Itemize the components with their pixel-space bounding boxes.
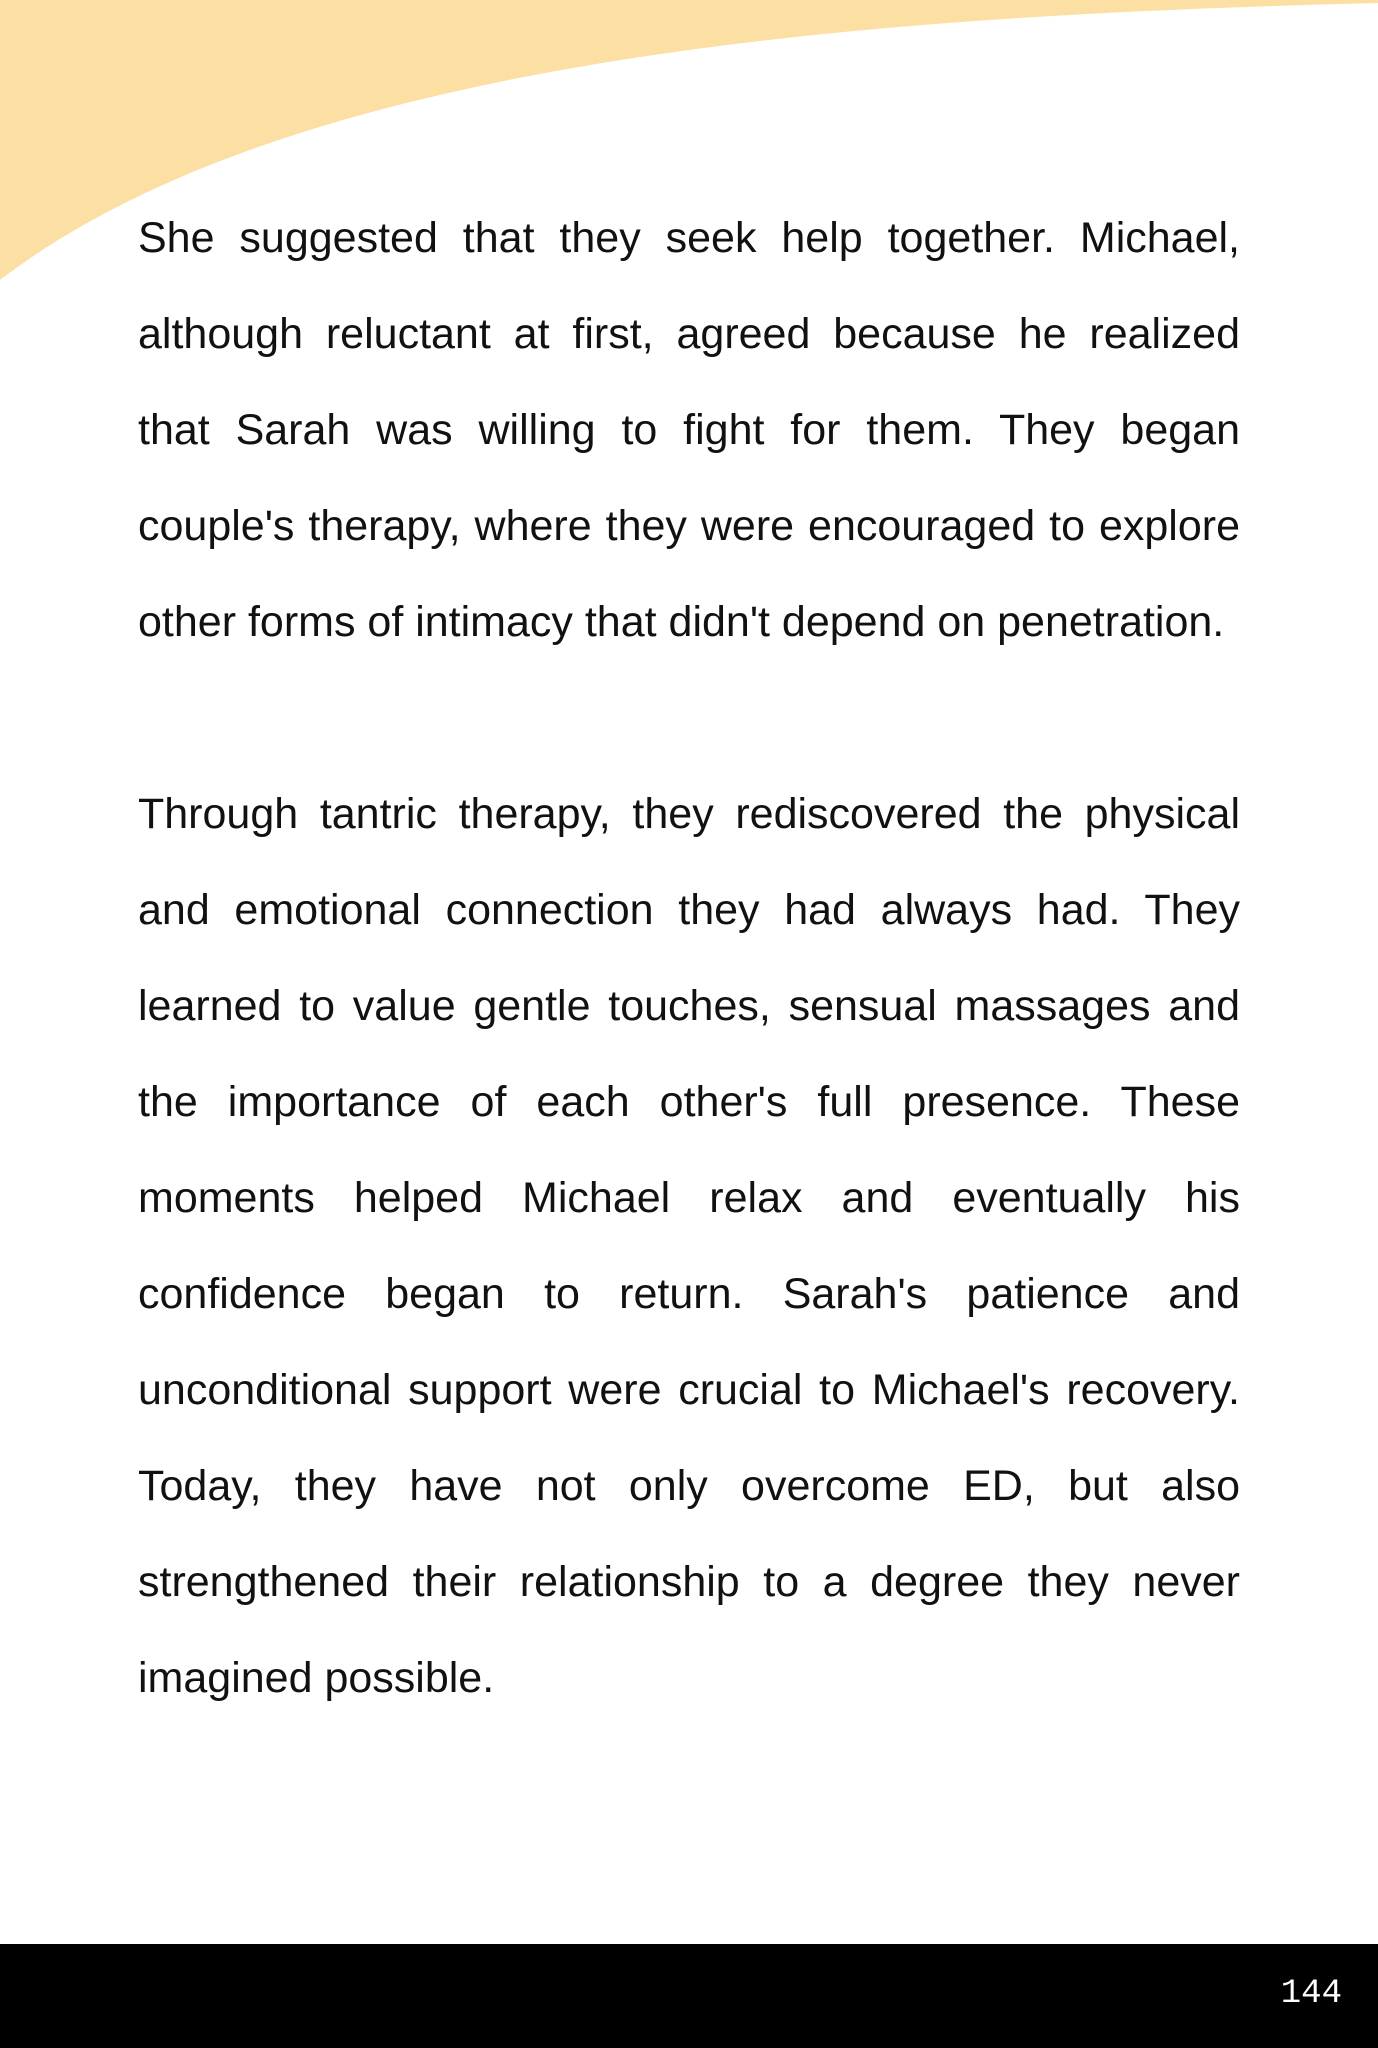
page-number: 144 — [1280, 1975, 1342, 2013]
paragraph-tantric-therapy: Through tantric therapy, they rediscovered the physical and emotional connection they had always had. They learned to value gentle touches, sensual massages and the importance of each other's full presence. These moments helped Michael relax and eventually his confidence began to return. Sarah's patience and unconditional support were crucial to Michael's recovery. Today, they have not only overcome ED, but also strengthened their relationship to a degree they never imagined possible. — [138, 790, 1240, 1702]
page-body — [138, 190, 1240, 1726]
paragraph-therapy-suggestion: She suggested that they seek help together. Michael, although reluctant at first, agreed because he realized that Sarah was willing to fight for them. They began couple's therapy, where they were encouraged to explore other forms of intimacy that didn't depend on penetration. — [138, 214, 1240, 646]
footer-bar — [0, 1944, 1378, 2048]
